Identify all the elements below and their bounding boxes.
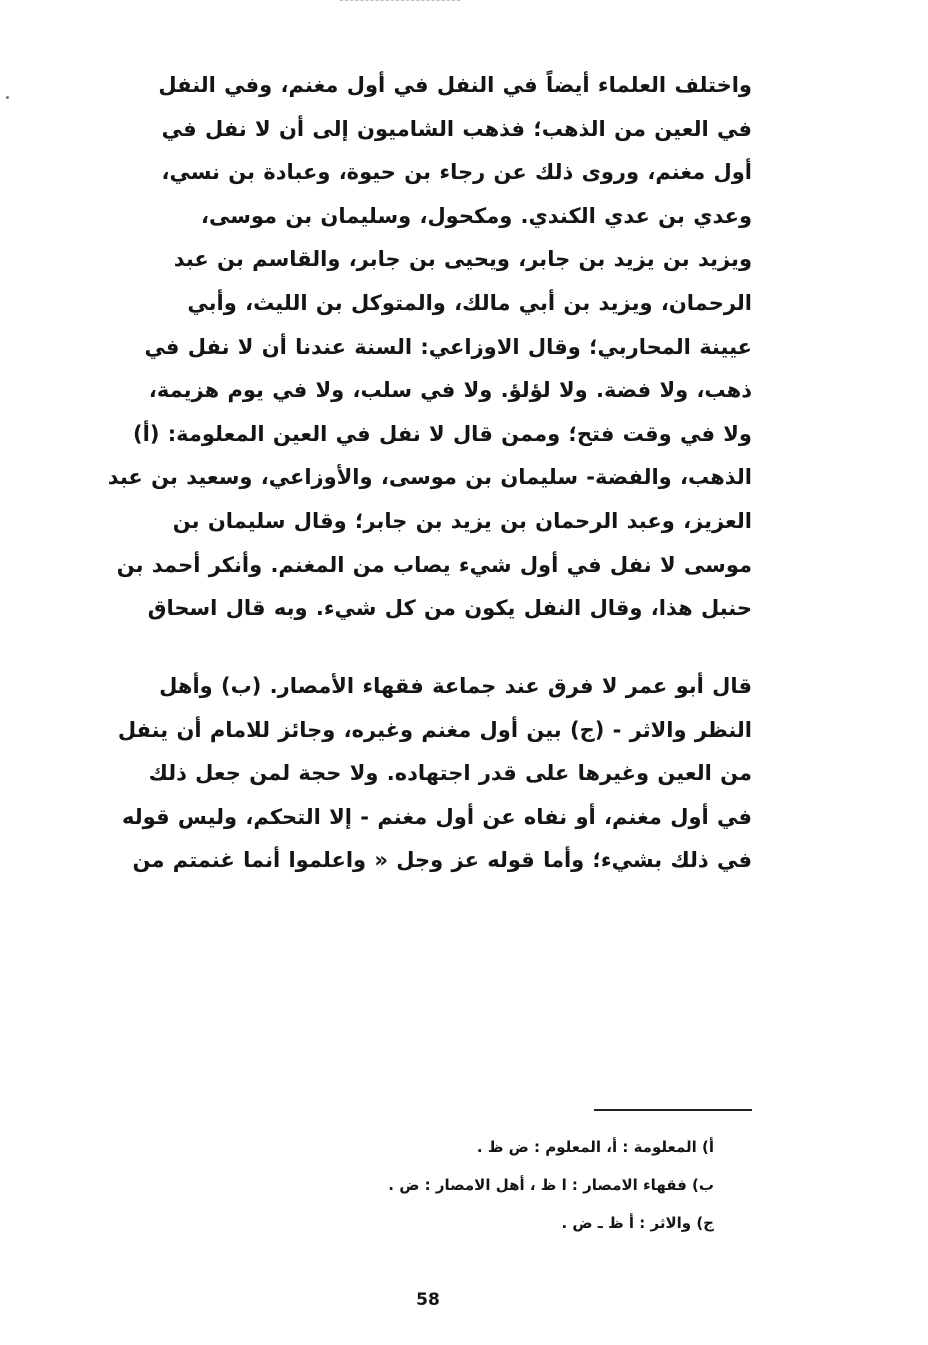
text-line: وعدي بن عدي الكندي. ومكحول، وسليمان بن موسى، (200, 203, 752, 228)
margin-speck (6, 96, 9, 99)
text-line: النظر والاثر - (ج) بين أول مغنم وغيره، وجائز للامام أن ينفل (117, 717, 752, 742)
text-line: في ذلك بشيء؛ وأما قوله عز وجل « واعلموا أنما غنمتم من (132, 848, 752, 873)
text-line: أول مغنم، وروى ذلك عن رجاء بن حيوة، وعبادة بن نسي، (161, 160, 752, 185)
main-paragraph-1 (108, 64, 752, 631)
text-line: الذهب، والفضة- سليمان بن موسى، والأوزاعي، وسعيد بن عبد (108, 465, 752, 490)
text-line: الرحمان، ويزيد بن أبي مالك، والمتوكل بن الليث، وأبي (187, 290, 752, 315)
text-line: ذهب، ولا فضة. ولا لؤلؤ. ولا في سلب، ولا في يوم هزيمة، (148, 378, 752, 403)
footnotes (214, 1128, 714, 1242)
page-number: 58 (416, 1290, 440, 1310)
text-line: واختلف العلماء أيضاً في النفل في أول مغنم، وفي النفل (158, 73, 752, 97)
text-line: قال أبو عمر لا فرق عند جماعة فقهاء الأمصار. (ب) وأهل (159, 674, 752, 698)
main-paragraph-2 (108, 665, 752, 883)
text-line: ويزيد بن يزيد بن جابر، ويحيى بن جابر، والقاسم بن عبد (173, 247, 752, 272)
text-line: العزيز، وعبد الرحمان بن يزيد بن جابر؛ وقال سليمان بن (172, 508, 752, 533)
footnote-separator (594, 1109, 752, 1111)
text-line: عيينة المحاربي؛ وقال الاوزاعي: السنة عندنا أن لا نفل في (144, 334, 752, 359)
text-line: ولا في وقت فتح؛ وممن قال لا نفل في العين المعلومة: (أ) (133, 421, 752, 446)
footnote-a: أ) المعلومة : أ، المعلوم : ض ظ . (476, 1138, 714, 1156)
text-line: في أول مغنم، أو نفاه عن أول مغنم - إلا التحكم، وليس قوله (122, 804, 752, 829)
text-line: في العين من الذهب؛ فذهب الشاميون إلى أن لا نفل في (161, 116, 752, 141)
text-line: موسى لا نفل في أول شيء يصاب من المغنم. وأنكر أحمد بن (116, 552, 752, 577)
text-line: حنبل هذا، وقال النفل يكون من كل شيء. وبه قال اسحاق (147, 596, 752, 621)
top-edge-marks (340, 0, 460, 7)
footnote-b: ب) فقهاء الامصار : ا ظ ، أهل الامصار : ض . (388, 1176, 714, 1194)
footnote-c: ج) والاثر : أ ظ ـ ض . (561, 1214, 714, 1232)
text-line: من العين وغيرها على قدر اجتهاده. ولا حجة لمن جعل ذلك (148, 761, 752, 786)
